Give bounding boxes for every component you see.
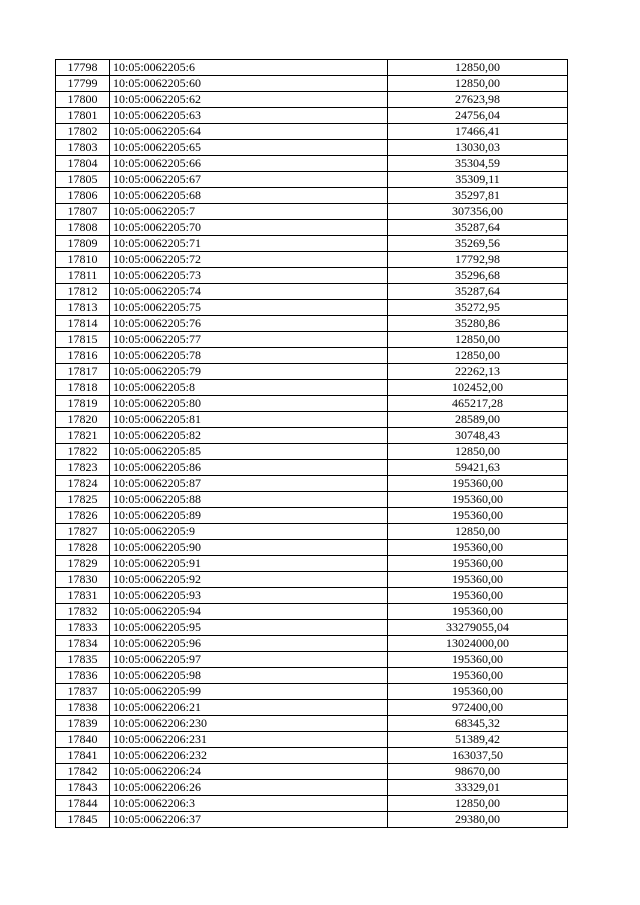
table-row xyxy=(56,556,568,572)
row-number-cell: 17844 xyxy=(56,796,110,812)
value-cell: 307356,00 xyxy=(388,204,568,220)
cadastral-number-cell: 10:05:0062205:90 xyxy=(110,540,388,556)
value-cell: 17466,41 xyxy=(388,124,568,140)
cadastral-number-cell: 10:05:0062205:95 xyxy=(110,620,388,636)
row-number-cell: 17845 xyxy=(56,812,110,828)
row-number-cell: 17801 xyxy=(56,108,110,124)
table-row xyxy=(56,316,568,332)
row-number-cell: 17824 xyxy=(56,476,110,492)
cadastral-number-cell: 10:05:0062205:88 xyxy=(110,492,388,508)
cadastral-number-cell: 10:05:0062205:9 xyxy=(110,524,388,540)
cadastral-number-cell: 10:05:0062205:77 xyxy=(110,332,388,348)
row-number-cell: 17817 xyxy=(56,364,110,380)
table-row xyxy=(56,108,568,124)
value-cell: 35296,68 xyxy=(388,268,568,284)
cadastral-number-cell: 10:05:0062205:96 xyxy=(110,636,388,652)
cadastral-number-cell: 10:05:0062205:7 xyxy=(110,204,388,220)
row-number-cell: 17823 xyxy=(56,460,110,476)
table-row xyxy=(56,636,568,652)
value-cell: 12850,00 xyxy=(388,60,568,76)
value-cell: 195360,00 xyxy=(388,604,568,620)
cadastral-number-cell: 10:05:0062205:71 xyxy=(110,236,388,252)
table-row xyxy=(56,428,568,444)
cadastral-number-cell: 10:05:0062205:85 xyxy=(110,444,388,460)
table-row xyxy=(56,220,568,236)
value-cell: 195360,00 xyxy=(388,588,568,604)
table-row xyxy=(56,796,568,812)
row-number-cell: 17800 xyxy=(56,92,110,108)
row-number-cell: 17803 xyxy=(56,140,110,156)
row-number-cell: 17811 xyxy=(56,268,110,284)
value-cell: 22262,13 xyxy=(388,364,568,380)
value-cell: 195360,00 xyxy=(388,556,568,572)
cadastral-number-cell: 10:05:0062205:87 xyxy=(110,476,388,492)
table-row xyxy=(56,652,568,668)
table-row xyxy=(56,812,568,828)
value-cell: 27623,98 xyxy=(388,92,568,108)
cadastral-number-cell: 10:05:0062206:3 xyxy=(110,796,388,812)
table-row xyxy=(56,284,568,300)
cadastral-number-cell: 10:05:0062205:76 xyxy=(110,316,388,332)
row-number-cell: 17812 xyxy=(56,284,110,300)
value-cell: 98670,00 xyxy=(388,764,568,780)
row-number-cell: 17799 xyxy=(56,76,110,92)
cadastral-number-cell: 10:05:0062205:91 xyxy=(110,556,388,572)
table-row xyxy=(56,668,568,684)
row-number-cell: 17833 xyxy=(56,620,110,636)
row-number-cell: 17843 xyxy=(56,780,110,796)
table-row xyxy=(56,748,568,764)
row-number-cell: 17822 xyxy=(56,444,110,460)
row-number-cell: 17837 xyxy=(56,684,110,700)
table-row xyxy=(56,92,568,108)
row-number-cell: 17835 xyxy=(56,652,110,668)
value-cell: 51389,42 xyxy=(388,732,568,748)
cadastral-number-cell: 10:05:0062205:98 xyxy=(110,668,388,684)
row-number-cell: 17828 xyxy=(56,540,110,556)
value-cell: 12850,00 xyxy=(388,332,568,348)
value-cell: 35297,81 xyxy=(388,188,568,204)
row-number-cell: 17820 xyxy=(56,412,110,428)
value-cell: 68345,32 xyxy=(388,716,568,732)
row-number-cell: 17826 xyxy=(56,508,110,524)
cadastral-number-cell: 10:05:0062205:67 xyxy=(110,172,388,188)
table-row xyxy=(56,540,568,556)
table-row xyxy=(56,124,568,140)
value-cell: 195360,00 xyxy=(388,668,568,684)
value-cell: 33279055,04 xyxy=(388,620,568,636)
cadastral-number-cell: 10:05:0062205:80 xyxy=(110,396,388,412)
table-row xyxy=(56,524,568,540)
value-cell: 12850,00 xyxy=(388,524,568,540)
cadastral-number-cell: 10:05:0062205:92 xyxy=(110,572,388,588)
table-row xyxy=(56,620,568,636)
cadastral-number-cell: 10:05:0062205:94 xyxy=(110,604,388,620)
row-number-cell: 17809 xyxy=(56,236,110,252)
value-cell: 465217,28 xyxy=(388,396,568,412)
row-number-cell: 17827 xyxy=(56,524,110,540)
value-cell: 35269,56 xyxy=(388,236,568,252)
value-cell: 35309,11 xyxy=(388,172,568,188)
row-number-cell: 17813 xyxy=(56,300,110,316)
table-row xyxy=(56,780,568,796)
cadastral-number-cell: 10:05:0062205:70 xyxy=(110,220,388,236)
row-number-cell: 17838 xyxy=(56,700,110,716)
cadastral-number-cell: 10:05:0062205:60 xyxy=(110,76,388,92)
table-row xyxy=(56,764,568,780)
row-number-cell: 17807 xyxy=(56,204,110,220)
table-row xyxy=(56,156,568,172)
row-number-cell: 17819 xyxy=(56,396,110,412)
value-cell: 195360,00 xyxy=(388,540,568,556)
value-cell: 102452,00 xyxy=(388,380,568,396)
row-number-cell: 17831 xyxy=(56,588,110,604)
value-cell: 59421,63 xyxy=(388,460,568,476)
value-cell: 195360,00 xyxy=(388,508,568,524)
value-cell: 35304,59 xyxy=(388,156,568,172)
cadastral-number-cell: 10:05:0062205:6 xyxy=(110,60,388,76)
table-row xyxy=(56,60,568,76)
table-row xyxy=(56,684,568,700)
value-cell: 195360,00 xyxy=(388,652,568,668)
table-row xyxy=(56,444,568,460)
table-row xyxy=(56,492,568,508)
value-cell: 30748,43 xyxy=(388,428,568,444)
row-number-cell: 17808 xyxy=(56,220,110,236)
table-row xyxy=(56,348,568,364)
table-row xyxy=(56,732,568,748)
cadastral-number-cell: 10:05:0062206:21 xyxy=(110,700,388,716)
value-cell: 33329,01 xyxy=(388,780,568,796)
cadastral-number-cell: 10:05:0062205:81 xyxy=(110,412,388,428)
cadastral-number-cell: 10:05:0062205:75 xyxy=(110,300,388,316)
table-row xyxy=(56,204,568,220)
cadastral-number-cell: 10:05:0062205:62 xyxy=(110,92,388,108)
value-cell: 17792,98 xyxy=(388,252,568,268)
cadastral-number-cell: 10:05:0062206:232 xyxy=(110,748,388,764)
cadastral-number-cell: 10:05:0062206:26 xyxy=(110,780,388,796)
cadastral-number-cell: 10:05:0062206:231 xyxy=(110,732,388,748)
row-number-cell: 17806 xyxy=(56,188,110,204)
table-row xyxy=(56,476,568,492)
value-cell: 195360,00 xyxy=(388,476,568,492)
table-body xyxy=(56,60,568,828)
table-row xyxy=(56,700,568,716)
cadastral-number-cell: 10:05:0062205:99 xyxy=(110,684,388,700)
table-row xyxy=(56,140,568,156)
cadastral-number-cell: 10:05:0062205:93 xyxy=(110,588,388,604)
value-cell: 12850,00 xyxy=(388,76,568,92)
cadastral-number-cell: 10:05:0062205:78 xyxy=(110,348,388,364)
value-cell: 35280,86 xyxy=(388,316,568,332)
cadastral-number-cell: 10:05:0062205:72 xyxy=(110,252,388,268)
table-row xyxy=(56,508,568,524)
row-number-cell: 17842 xyxy=(56,764,110,780)
cadastral-number-cell: 10:05:0062205:73 xyxy=(110,268,388,284)
cadastral-number-cell: 10:05:0062205:89 xyxy=(110,508,388,524)
value-cell: 35287,64 xyxy=(388,284,568,300)
table-row xyxy=(56,572,568,588)
table-row xyxy=(56,252,568,268)
value-cell: 972400,00 xyxy=(388,700,568,716)
row-number-cell: 17810 xyxy=(56,252,110,268)
row-number-cell: 17830 xyxy=(56,572,110,588)
row-number-cell: 17829 xyxy=(56,556,110,572)
table-row xyxy=(56,716,568,732)
cadastral-value-table xyxy=(55,59,568,828)
cadastral-number-cell: 10:05:0062205:63 xyxy=(110,108,388,124)
value-cell: 195360,00 xyxy=(388,684,568,700)
cadastral-number-cell: 10:05:0062205:64 xyxy=(110,124,388,140)
table-row xyxy=(56,332,568,348)
row-number-cell: 17832 xyxy=(56,604,110,620)
value-cell: 35287,64 xyxy=(388,220,568,236)
table-row xyxy=(56,412,568,428)
row-number-cell: 17805 xyxy=(56,172,110,188)
row-number-cell: 17818 xyxy=(56,380,110,396)
row-number-cell: 17815 xyxy=(56,332,110,348)
table-row xyxy=(56,188,568,204)
table-row xyxy=(56,172,568,188)
row-number-cell: 17834 xyxy=(56,636,110,652)
table-row xyxy=(56,380,568,396)
table-row xyxy=(56,236,568,252)
cadastral-number-cell: 10:05:0062205:68 xyxy=(110,188,388,204)
row-number-cell: 17821 xyxy=(56,428,110,444)
table-row xyxy=(56,364,568,380)
value-cell: 12850,00 xyxy=(388,796,568,812)
table-row xyxy=(56,460,568,476)
table-row xyxy=(56,300,568,316)
cadastral-number-cell: 10:05:0062205:66 xyxy=(110,156,388,172)
value-cell: 29380,00 xyxy=(388,812,568,828)
table-row xyxy=(56,76,568,92)
table-row xyxy=(56,604,568,620)
row-number-cell: 17814 xyxy=(56,316,110,332)
cadastral-number-cell: 10:05:0062205:79 xyxy=(110,364,388,380)
row-number-cell: 17836 xyxy=(56,668,110,684)
cadastral-number-cell: 10:05:0062205:97 xyxy=(110,652,388,668)
value-cell: 24756,04 xyxy=(388,108,568,124)
value-cell: 195360,00 xyxy=(388,572,568,588)
table-row xyxy=(56,396,568,412)
row-number-cell: 17840 xyxy=(56,732,110,748)
table-row xyxy=(56,268,568,284)
row-number-cell: 17839 xyxy=(56,716,110,732)
value-cell: 28589,00 xyxy=(388,412,568,428)
table-row xyxy=(56,588,568,604)
value-cell: 195360,00 xyxy=(388,492,568,508)
row-number-cell: 17802 xyxy=(56,124,110,140)
row-number-cell: 17804 xyxy=(56,156,110,172)
cadastral-number-cell: 10:05:0062205:86 xyxy=(110,460,388,476)
row-number-cell: 17841 xyxy=(56,748,110,764)
value-cell: 12850,00 xyxy=(388,348,568,364)
cadastral-number-cell: 10:05:0062206:230 xyxy=(110,716,388,732)
value-cell: 12850,00 xyxy=(388,444,568,460)
row-number-cell: 17816 xyxy=(56,348,110,364)
cadastral-number-cell: 10:05:0062205:65 xyxy=(110,140,388,156)
value-cell: 35272,95 xyxy=(388,300,568,316)
row-number-cell: 17798 xyxy=(56,60,110,76)
cadastral-number-cell: 10:05:0062205:74 xyxy=(110,284,388,300)
row-number-cell: 17825 xyxy=(56,492,110,508)
cadastral-number-cell: 10:05:0062205:8 xyxy=(110,380,388,396)
cadastral-number-cell: 10:05:0062205:82 xyxy=(110,428,388,444)
cadastral-number-cell: 10:05:0062206:24 xyxy=(110,764,388,780)
value-cell: 13024000,00 xyxy=(388,636,568,652)
cadastral-number-cell: 10:05:0062206:37 xyxy=(110,812,388,828)
value-cell: 13030,03 xyxy=(388,140,568,156)
value-cell: 163037,50 xyxy=(388,748,568,764)
